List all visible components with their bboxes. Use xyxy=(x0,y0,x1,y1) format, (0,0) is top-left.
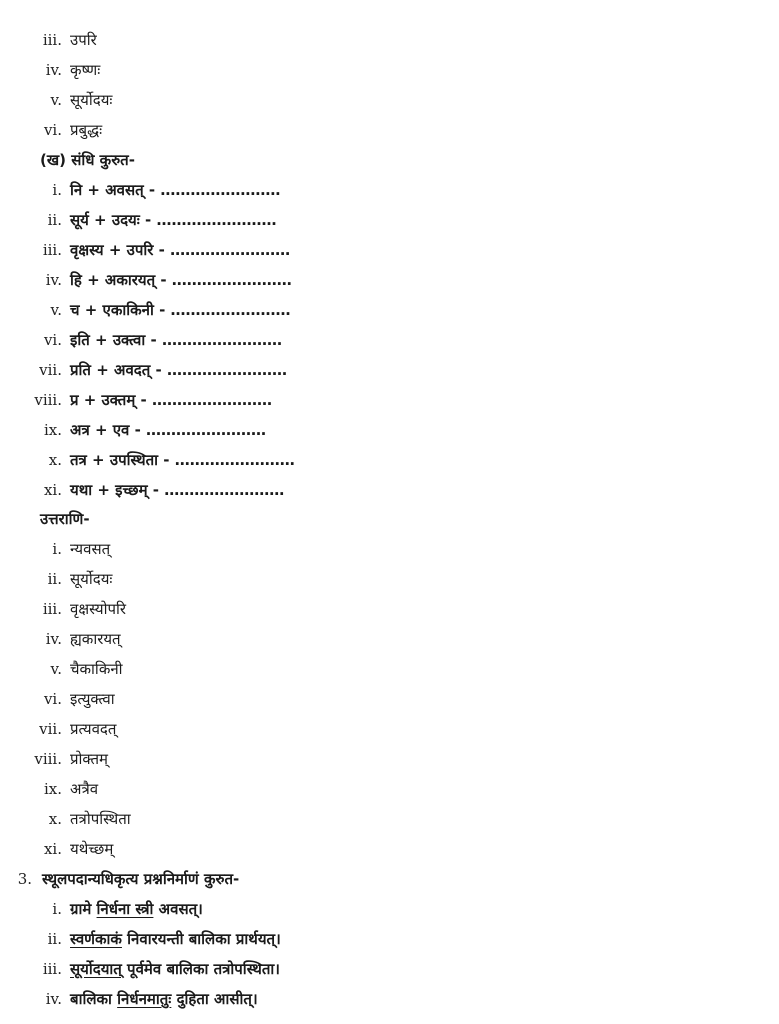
question-heading-text: स्थूलपदान्यधिकृत्य प्रश्ननिर्माणं कुरुत- xyxy=(42,870,240,888)
question-text: नि + अवसत् - …………………… xyxy=(70,181,281,199)
answers-heading xyxy=(40,504,90,534)
answer-text: वृक्षस्योपरि xyxy=(70,600,127,618)
item-number: viii. xyxy=(34,391,62,409)
answer-text: प्रोक्तम् xyxy=(70,750,108,768)
item-number: ix. xyxy=(43,780,62,798)
question-item xyxy=(0,984,258,1014)
item-number: iii. xyxy=(42,600,62,618)
question-item xyxy=(0,265,292,295)
answer-text: इत्युक्त्वा xyxy=(70,690,115,708)
question-text: तत्र + उपस्थिता - …………………… xyxy=(70,451,295,469)
answer-item xyxy=(0,744,108,774)
question-text: हि + अकारयत् - …………………… xyxy=(70,271,292,289)
answer-text: चैकाकिनी xyxy=(70,660,123,678)
item-number: ix. xyxy=(43,421,62,439)
answer-text: अत्रैव xyxy=(70,780,99,798)
item-number: vi. xyxy=(43,121,62,139)
list-item xyxy=(0,85,112,115)
item-number: ii. xyxy=(47,930,62,948)
item-number: xi. xyxy=(43,481,62,499)
answer-item xyxy=(0,684,115,714)
item-number: ii. xyxy=(47,211,62,229)
item-number: v. xyxy=(50,301,62,319)
question-text: वृक्षस्य + उपरि - …………………… xyxy=(70,241,291,259)
item-number: iii. xyxy=(42,960,62,978)
item-text: कृष्णः xyxy=(70,61,101,79)
list-item xyxy=(0,55,100,85)
item-number: ii. xyxy=(47,570,62,588)
item-number: iii. xyxy=(42,31,62,49)
question-item xyxy=(0,475,284,505)
underlined-phrase: स्वर्णकाकं xyxy=(70,930,122,948)
answer-item xyxy=(0,714,116,744)
list-item xyxy=(0,25,97,55)
question-text-after: निवारयन्ती बालिका प्रार्थयत्। xyxy=(121,930,281,948)
question-text: प्र + उक्तम् - …………………… xyxy=(70,391,272,409)
question-text-after: अवसत्। xyxy=(153,900,203,918)
answer-item xyxy=(0,654,123,684)
question-text: यथा + इच्छम् - …………………… xyxy=(70,481,285,499)
answer-item xyxy=(0,624,121,654)
item-number: iv. xyxy=(45,990,62,1008)
question-number: 3. xyxy=(17,870,32,888)
answer-item xyxy=(0,564,112,594)
item-number: iv. xyxy=(45,630,62,648)
item-number: x. xyxy=(48,451,62,469)
item-text: सूर्योदयः xyxy=(70,91,113,109)
question-text-before: ग्रामे xyxy=(70,900,97,918)
question-item xyxy=(0,325,282,355)
question-item xyxy=(0,385,272,415)
item-number: vi. xyxy=(43,331,62,349)
item-number: vi. xyxy=(43,690,62,708)
item-number: vii. xyxy=(39,720,62,738)
question-text: अत्र + एव - …………………… xyxy=(70,421,267,439)
answer-text: सूर्योदयः xyxy=(70,570,113,588)
section-heading-text: (ख) संधि कुरुत- xyxy=(40,151,135,169)
question-text: सूर्य + उदयः - …………………… xyxy=(70,211,277,229)
question-item xyxy=(0,235,290,265)
answer-text: यथेच्छम् xyxy=(70,840,114,858)
question-text: इति + उक्त्वा - …………………… xyxy=(70,331,282,349)
item-text: प्रबुद्धः xyxy=(70,121,103,139)
answer-item xyxy=(0,534,110,564)
question-item xyxy=(0,355,287,385)
list-item xyxy=(0,115,102,145)
question-text-after: पूर्वमेव बालिका तत्रोपस्थिता। xyxy=(121,960,280,978)
answer-text: तत्रोपस्थिता xyxy=(70,810,131,828)
underlined-phrase: निर्धना स्त्री xyxy=(96,900,154,918)
answer-item xyxy=(0,834,113,864)
underlined-phrase: सूर्योदयात् xyxy=(70,960,122,978)
item-number: v. xyxy=(50,660,62,678)
answer-item xyxy=(0,804,131,834)
question-item xyxy=(0,445,295,475)
answer-item xyxy=(0,594,126,624)
answer-text: प्रत्यवदत् xyxy=(70,720,117,738)
answers-heading-text: उत्तराणि- xyxy=(40,510,90,528)
item-number: iii. xyxy=(42,241,62,259)
item-number: x. xyxy=(48,810,62,828)
item-number: iv. xyxy=(45,271,62,289)
answer-text: न्यवसत् xyxy=(70,540,111,558)
question-item xyxy=(0,924,281,954)
item-number: xi. xyxy=(43,840,62,858)
item-text: उपरि xyxy=(70,31,97,49)
answer-text: ह्यकारयत् xyxy=(70,630,121,648)
item-number: i. xyxy=(52,900,62,918)
question-text: प्रति + अवदत् - …………………… xyxy=(70,361,287,379)
item-number: i. xyxy=(52,181,62,199)
question-item xyxy=(0,894,203,924)
question-item xyxy=(0,295,291,325)
question-item xyxy=(0,205,276,235)
item-number: viii. xyxy=(34,750,62,768)
question-text-after: दुहिता आसीत्। xyxy=(171,990,258,1008)
question-item xyxy=(0,954,280,984)
question-text-before: बालिका xyxy=(70,990,118,1008)
question-item xyxy=(0,415,266,445)
section-heading xyxy=(40,145,135,175)
question-item xyxy=(0,175,280,205)
question-text: च + एकाकिनी - …………………… xyxy=(70,301,291,319)
question-heading xyxy=(0,864,239,894)
item-number: vii. xyxy=(39,361,62,379)
item-number: iv. xyxy=(45,61,62,79)
item-number: v. xyxy=(50,91,62,109)
item-number: i. xyxy=(52,540,62,558)
underlined-phrase: निर्धनमातुः xyxy=(117,990,172,1008)
answer-item xyxy=(0,774,98,804)
